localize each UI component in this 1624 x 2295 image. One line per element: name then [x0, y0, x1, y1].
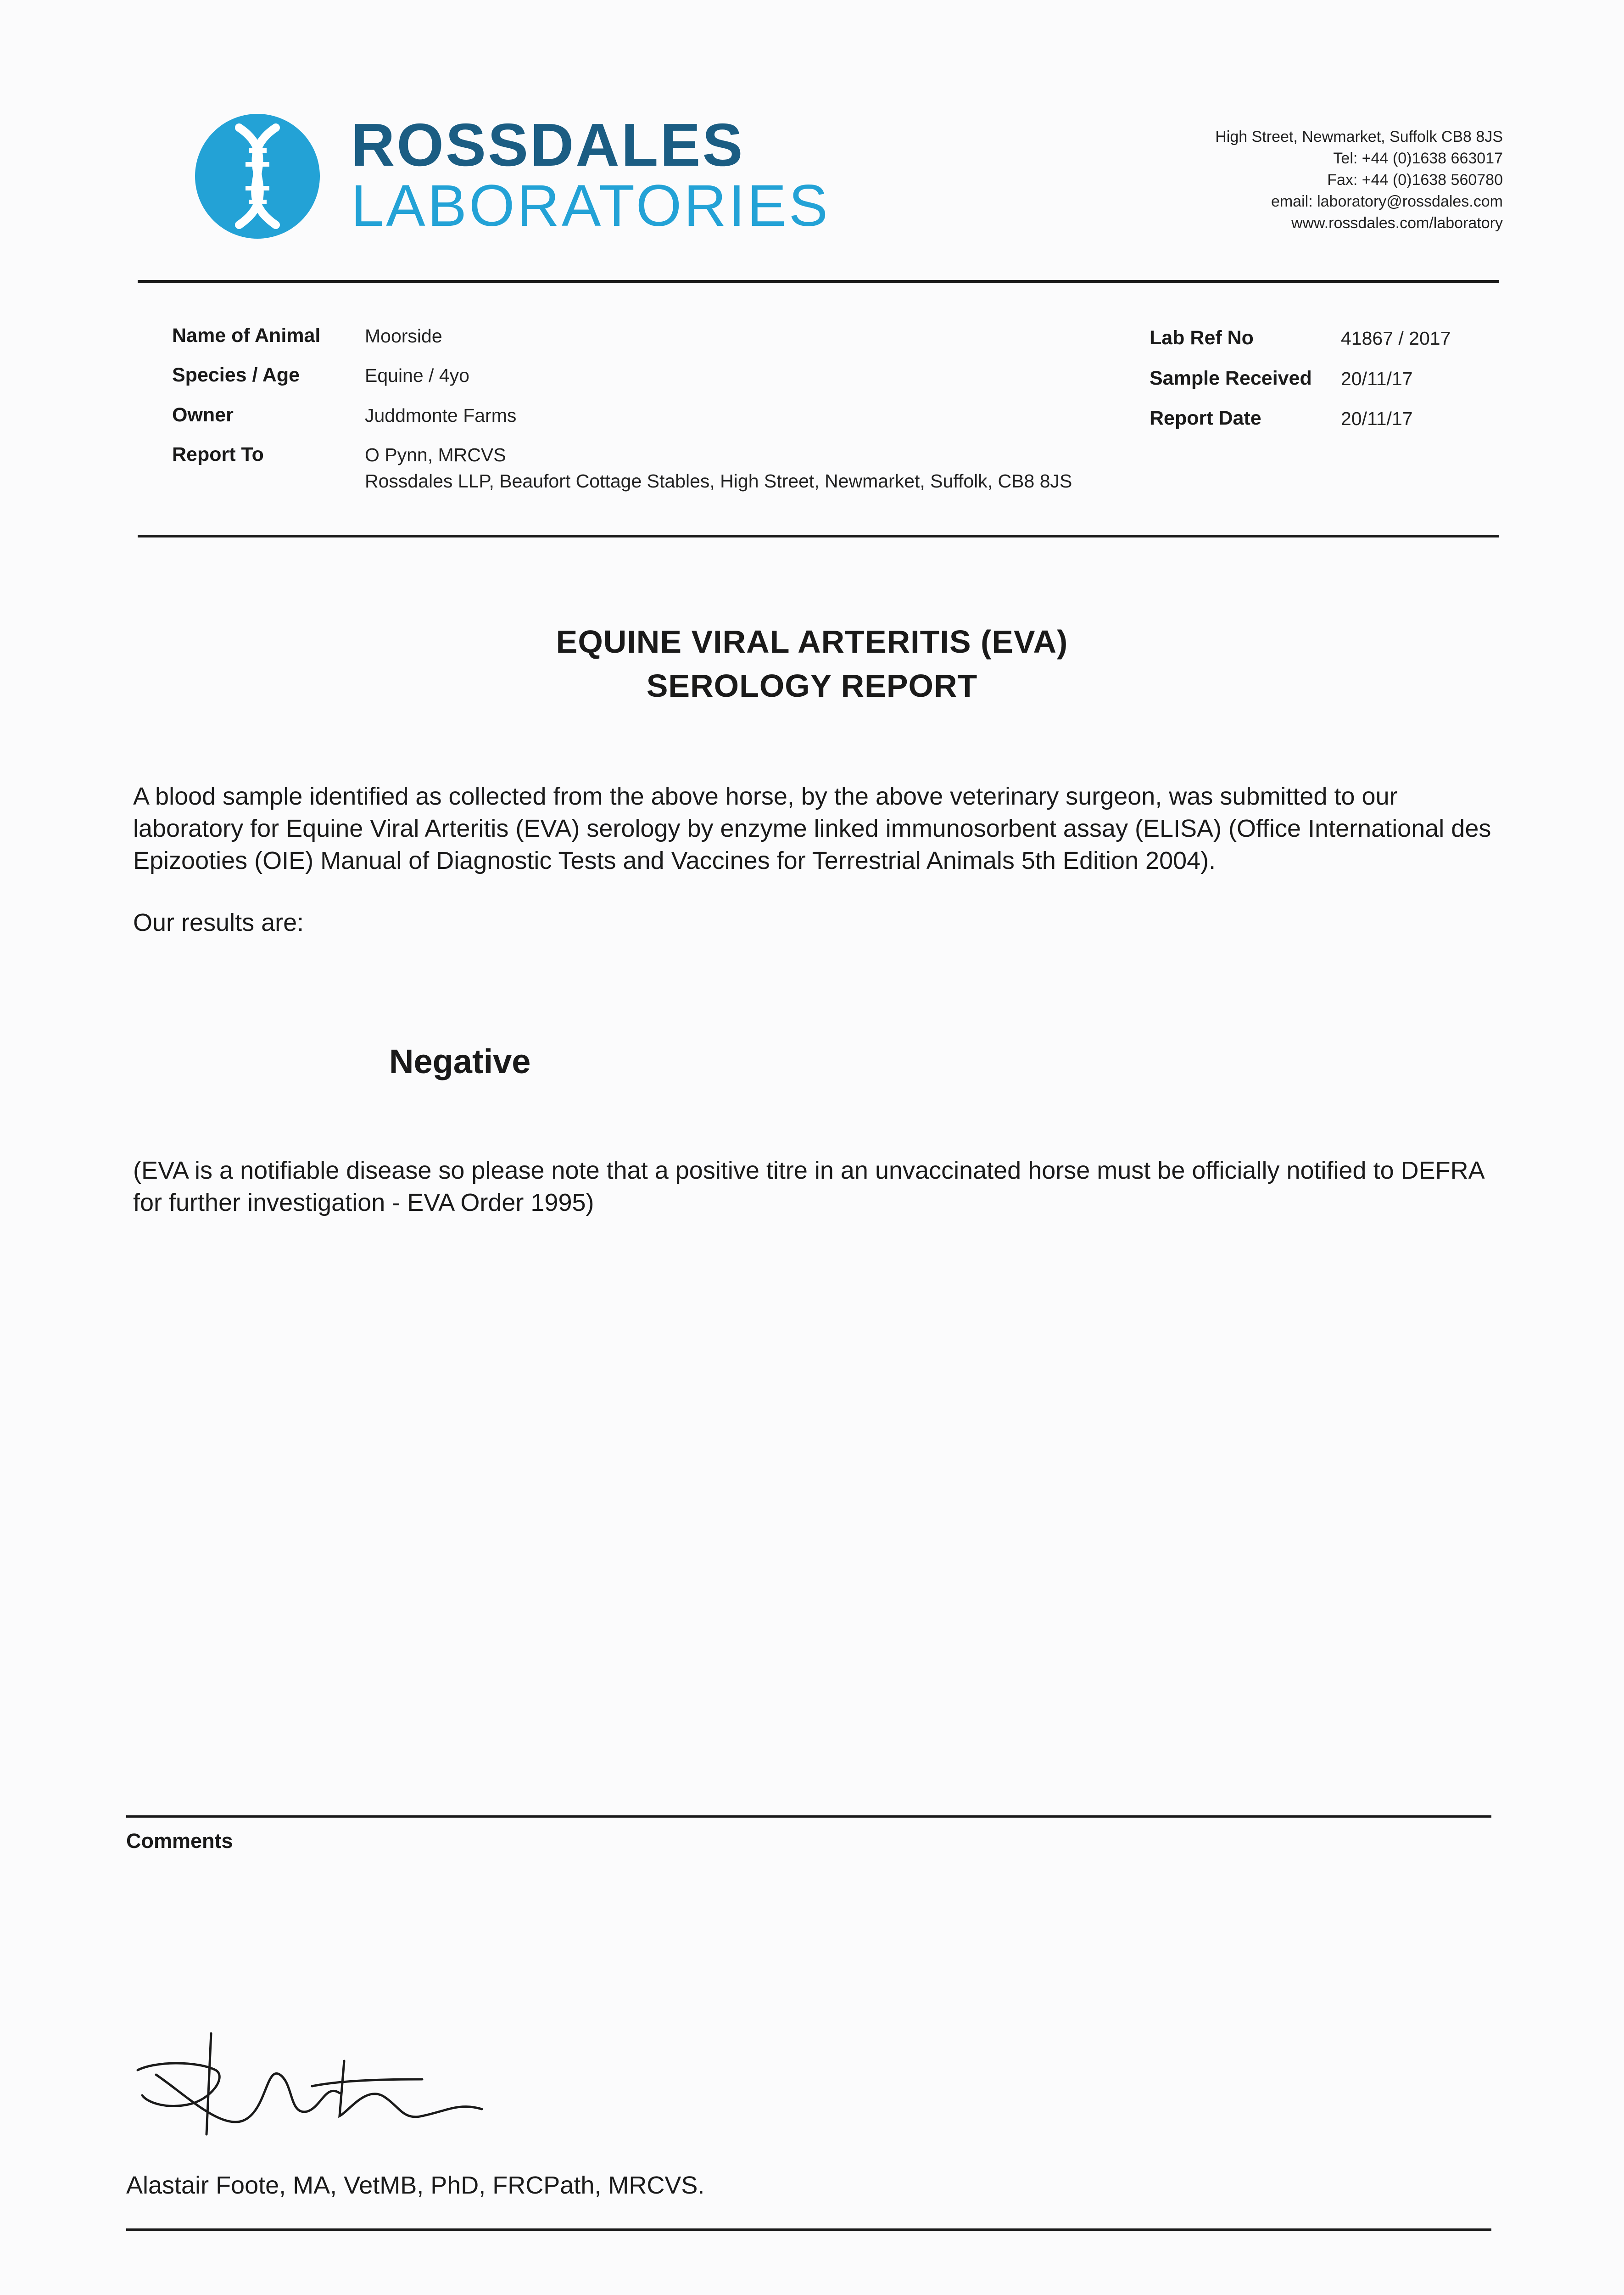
- email: email: laboratory@rossdales.com: [1271, 193, 1503, 210]
- intro-paragraph: A blood sample identified as collected from the above horse, by the above veterinary surgeon, was submitted to our laboratory for Equine Viral Arteritis (EVA) serology by enzyme linked immunosorbent assay (ELISA) (Office International des Epizooties (OIE) Manual of Diagnostic Tests and Vaccines for Terrestrial Animals 5th Edition 2004).: [133, 783, 1491, 874]
- lab-address: [1215, 126, 1503, 234]
- footer-divider: [126, 2228, 1491, 2231]
- name-of-animal-label: Name of Animal: [172, 325, 321, 347]
- lab-ref-value: 41867 / 2017: [1341, 328, 1451, 349]
- sample-received-value: 20/11/17: [1341, 368, 1413, 389]
- result-value: Negative: [389, 1042, 531, 1080]
- comments-divider: [126, 1815, 1491, 1818]
- report-to-label: Report To: [172, 443, 264, 465]
- report-title-line1: EQUINE VIRAL ARTERITIS (EVA): [556, 624, 1068, 660]
- brand-name-line2: LABORATORIES: [351, 173, 830, 239]
- results-label: Our results are:: [133, 909, 304, 936]
- telephone: Tel: +44 (0)1638 663017: [1333, 150, 1503, 167]
- comments-label: Comments: [126, 1829, 233, 1853]
- report-date-label: Report Date: [1150, 407, 1261, 429]
- owner-value: Juddmonte Farms: [365, 405, 517, 426]
- name-of-animal-value: Moorside: [365, 325, 442, 347]
- fax: Fax: +44 (0)1638 560780: [1327, 171, 1503, 189]
- dna-helix-icon: [195, 114, 320, 239]
- owner-label: Owner: [172, 404, 234, 426]
- website: www.rossdales.com/laboratory: [1291, 214, 1503, 232]
- species-age-label: Species / Age: [172, 364, 300, 386]
- address-line: High Street, Newmarket, Suffolk CB8 8JS: [1215, 128, 1503, 146]
- report-title-line2: SEROLOGY REPORT: [646, 668, 978, 704]
- details-divider: [138, 535, 1499, 537]
- sample-received-label: Sample Received: [1150, 367, 1312, 389]
- signatory-name: Alastair Foote, MA, VetMB, PhD, FRCPath, MRCVS.: [126, 2172, 705, 2199]
- species-age-value: Equine / 4yo: [365, 365, 469, 386]
- report-title: [0, 620, 1624, 708]
- report-to-address: Rossdales LLP, Beaufort Cottage Stables, High Street, Newmarket, Suffolk, CB8 8JS: [365, 470, 1072, 492]
- header-divider: [138, 280, 1499, 283]
- brand-name-line1: ROSSDALES: [351, 111, 745, 179]
- notifiable-note: (EVA is a notifiable disease so please note that a positive titre in an unvaccinated horse must be officially notified to DEFRA for further investigation - EVA Order 1995): [133, 1157, 1484, 1216]
- report-to-value: O Pynn, MRCVS: [365, 444, 506, 465]
- lab-ref-label: Lab Ref No: [1150, 327, 1254, 349]
- report-date-value: 20/11/17: [1341, 408, 1413, 429]
- signature-image: [128, 2010, 505, 2144]
